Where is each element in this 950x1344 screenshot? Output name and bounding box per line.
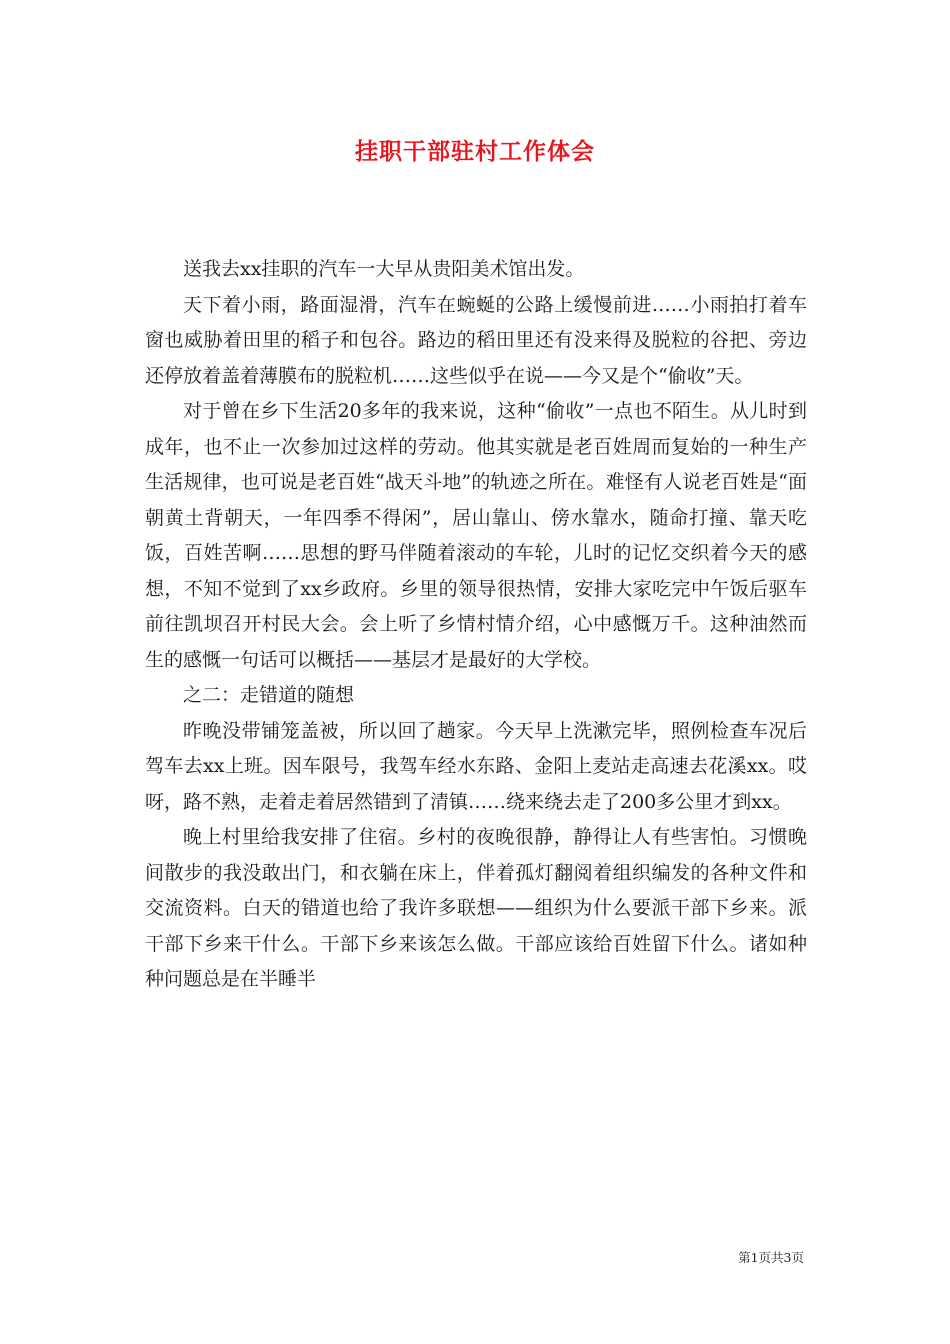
paragraph-4: 昨晚没带铺笼盖被，所以回了趟家。今天早上洗漱完毕，照例检查车况后驾车去xx上班。因车限号，我驾车经水东路、金阳上麦站走高速去花溪xx。哎呀，路不熟，走着走着居然错到了清镇……绕来绕去走了200多公里才到xx。	[145, 719, 807, 813]
page-number: 第1页共3页	[738, 1250, 804, 1265]
paragraph-1: 送我去xx挂职的汽车一大早从贵阳美术馆出发。	[183, 258, 585, 280]
paragraph-5: 晚上村里给我安排了住宿。乡村的夜晚很静，静得让人有些害怕。习惯晚间散步的我没敢出门，和衣躺在床上，伴着孤灯翻阅着组织编发的各种文件和交流资料。白天的错道也给了我许多联想——组织为什么要派干部下乡来。派干部下乡来干什么。干部下乡来该怎么做。干部应该给百姓留下什么。诸如种种问题总是在半睡半	[145, 826, 807, 990]
paragraph-3: 对于曾在乡下生活20多年的我来说，这种“偷收”一点也不陌生。从儿时到成年，也不止一次参加过这样的劳动。他其实就是老百姓周而复始的一种生产生活规律，也可说是老百姓“战天斗地”的轨迹之所在。难怪有人说老百姓是“面朝黄土背朝天，一年四季不得闲”，居山靠山、傍水靠水，随命打撞、靠天吃饭，百姓苦啊……思想的野马伴随着滚动的车轮，儿时的记忆交织着今天的感想，不知不觉到了xx乡政府。乡里的领导很热情，安排大家吃完中午饭后驱车前往凯坝召开村民大会。会上听了乡情村情介绍，心中感慨万千。这种油然而生的感慨一句话可以概括——基层才是最好的大学校。	[145, 400, 807, 671]
section-heading: 之二：走错道的随想	[183, 684, 355, 706]
document-body	[145, 252, 807, 998]
document-title: 挂职干部驻村工作体会	[355, 138, 595, 165]
paragraph-2: 天下着小雨，路面湿滑，汽车在蜿蜒的公路上缓慢前进……小雨拍打着车窗也威胁着田里的稻子和包谷。路边的稻田里还有没来得及脱粒的谷把、旁边还停放着盖着薄膜布的脱粒机……这些似乎在说——今又是个“偷收”天。	[145, 293, 807, 387]
